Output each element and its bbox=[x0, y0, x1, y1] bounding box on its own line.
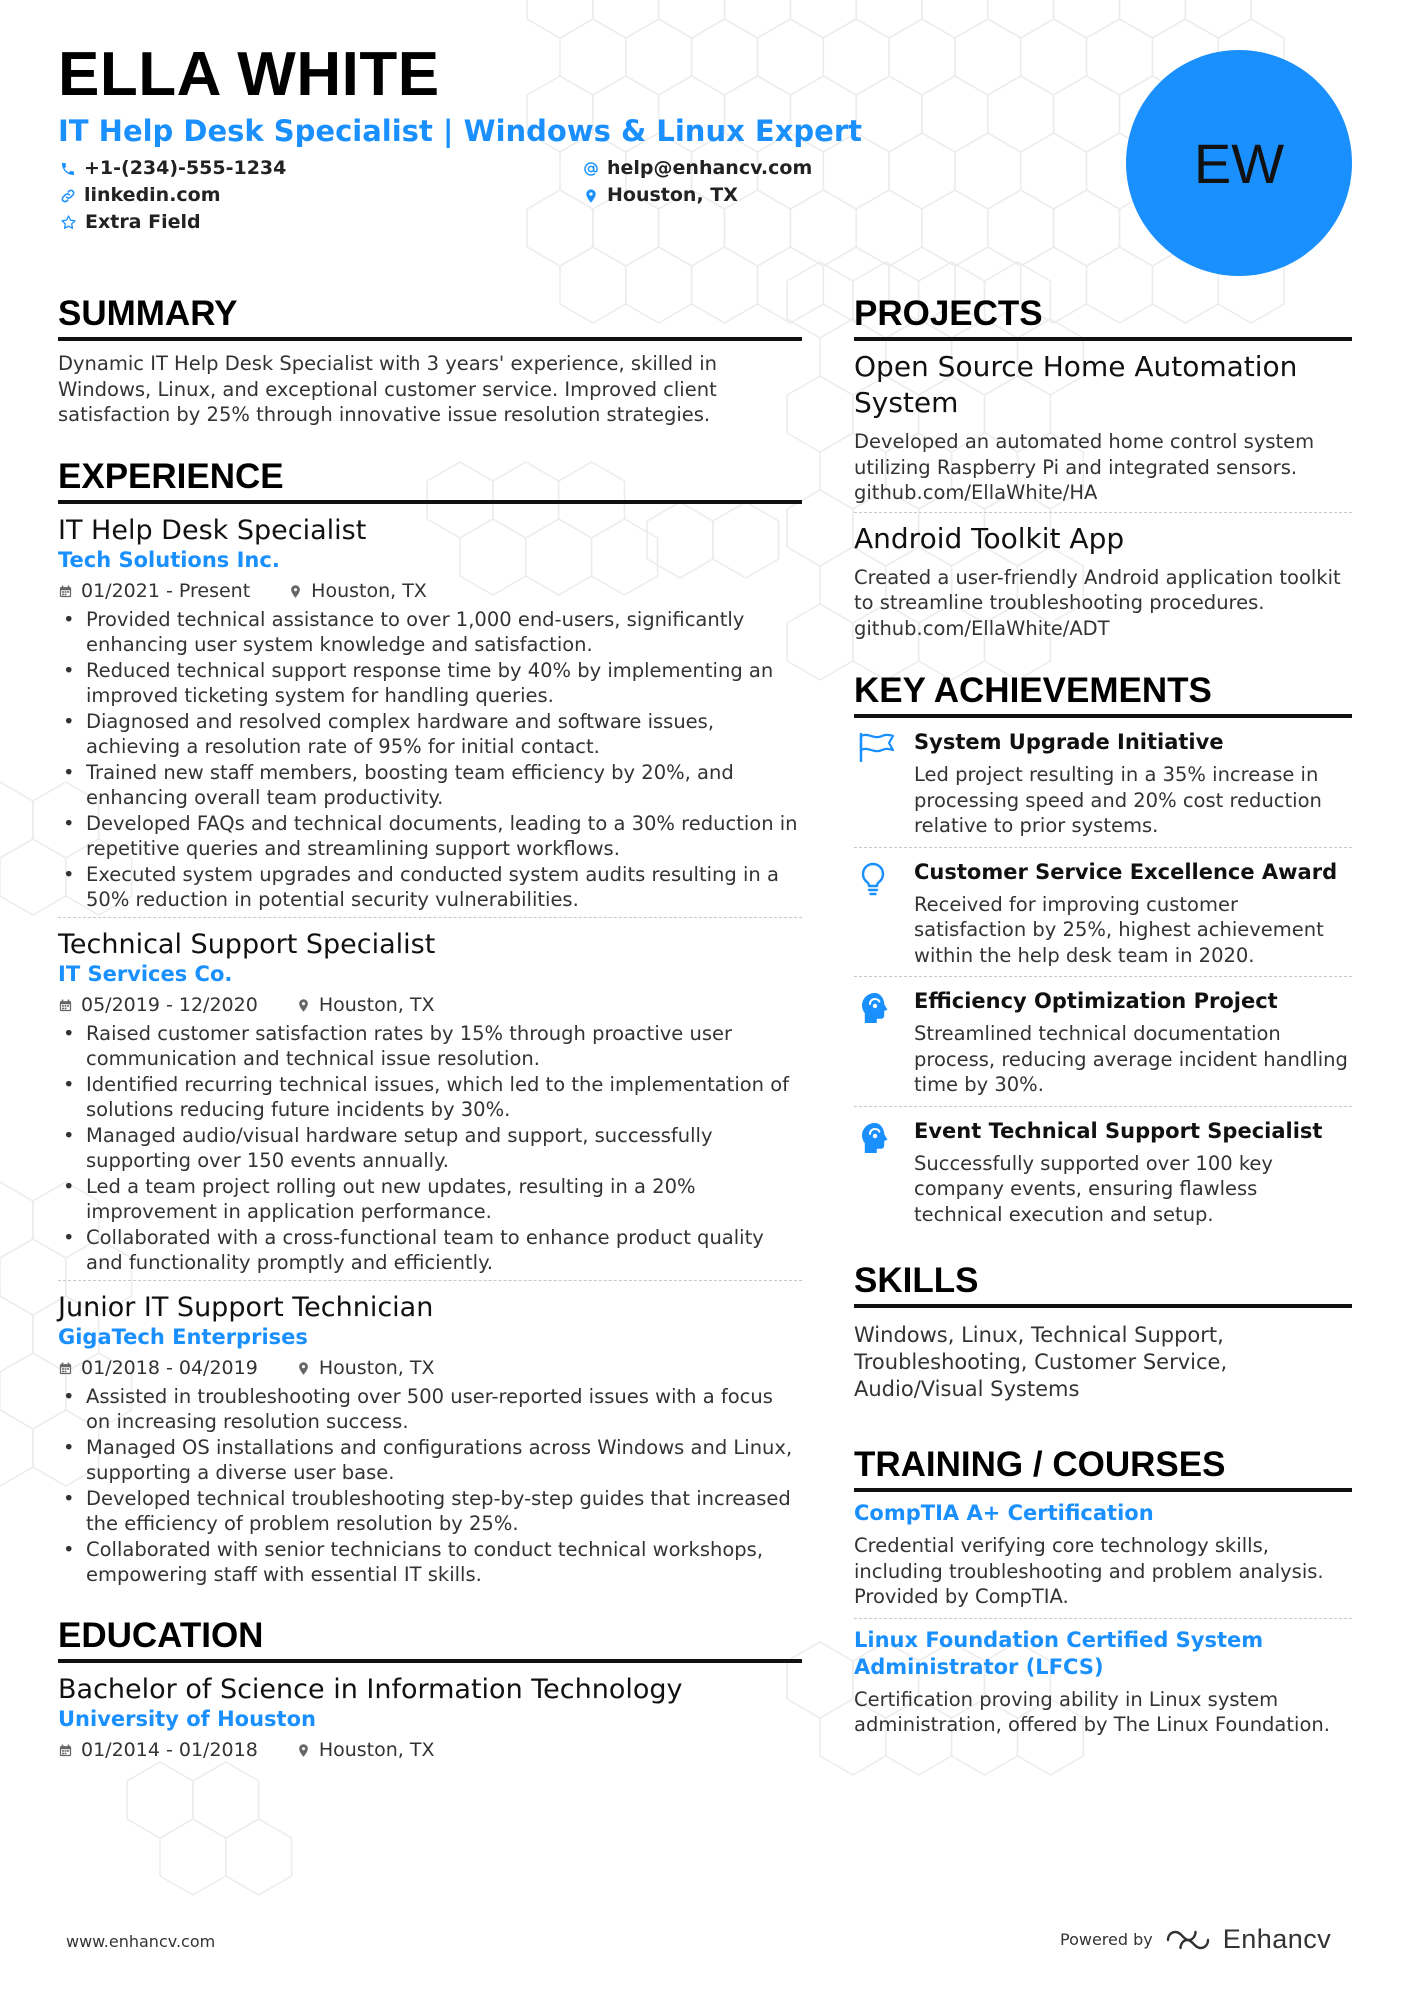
education-heading: EDUCATION bbox=[58, 1618, 802, 1663]
school-name: University of Houston bbox=[58, 1707, 316, 1732]
project-description: Created a user-friendly Android application toolkit to streamline troubleshooting procedures. bbox=[854, 565, 1341, 614]
achievement-title: System Upgrade Initiative bbox=[914, 730, 1224, 754]
job-dates: 05/2019 - 12/2020 bbox=[81, 993, 258, 1016]
extra-field-text: Extra Field bbox=[85, 211, 201, 233]
hexagon-shape bbox=[955, 133, 1021, 209]
hexagon-shape bbox=[0, 1182, 33, 1258]
hexagon-shape bbox=[0, 1410, 33, 1486]
job-meta bbox=[58, 993, 802, 1016]
job-meta bbox=[58, 579, 802, 602]
education-entry bbox=[58, 1663, 802, 1760]
hexagon-shape bbox=[856, 190, 922, 266]
project-entry bbox=[854, 513, 1352, 642]
hexagon-shape bbox=[922, 190, 988, 266]
hexagon-shape bbox=[160, 1819, 226, 1895]
head-icon bbox=[858, 1121, 892, 1155]
hexagon-shape bbox=[1021, 133, 1087, 209]
skills-section bbox=[854, 1263, 1352, 1403]
achievement-text: Successfully supported over 100 key company events, ensuring flawless technical execution and setup. bbox=[914, 1151, 1273, 1226]
hexagon-shape bbox=[922, 0, 988, 38]
training-section bbox=[854, 1447, 1352, 1738]
hexagon-shape bbox=[988, 76, 1054, 152]
project-title: Open Source Home Automation System bbox=[854, 350, 1298, 419]
project-link[interactable]: github.com/EllaWhite/ADT bbox=[854, 616, 1110, 640]
list-item: • Developed FAQs and technical documents, leading to a 30% reduction in repetitive queries and streamlining support workflows. bbox=[58, 811, 802, 862]
hexagon-shape bbox=[1120, 0, 1186, 38]
achievement-entry bbox=[854, 1107, 1352, 1228]
job-dates: 01/2021 - Present bbox=[81, 579, 251, 602]
course-text: Credential verifying core technology skills, including troubleshooting and problem analysis. Provided by CompTIA. bbox=[854, 1534, 1324, 1608]
candidate-headline: IT Help Desk Specialist | Windows & Linux Expert bbox=[58, 114, 862, 148]
course-title: Linux Foundation Certified System Administrator (LFCS) bbox=[854, 1627, 1264, 1679]
achievement-text: Led project resulting in a 35% increase in processing speed and 20% cost reduction relative to prior systems. bbox=[914, 763, 1322, 837]
list-item: • Trained new staff members, boosting team efficiency by 20%, and enhancing overall team productivity. bbox=[58, 760, 802, 811]
hexagon-shape bbox=[193, 1762, 259, 1838]
project-description: Developed an automated home control system utilizing Raspberry Pi and integrated sensors. bbox=[854, 430, 1315, 479]
achievement-icon-wrap bbox=[854, 858, 914, 969]
job-title: Technical Support Specialist bbox=[58, 928, 436, 960]
achievement-title: Customer Service Excellence Award bbox=[914, 859, 1338, 884]
degree-title: Bachelor of Science in Information Technology bbox=[58, 1673, 683, 1705]
job-location: Houston, TX bbox=[318, 1356, 435, 1379]
at-sign-icon bbox=[583, 161, 599, 177]
summary-heading: SUMMARY bbox=[58, 296, 802, 341]
education-meta bbox=[58, 1738, 802, 1761]
skills-heading: SKILLS bbox=[854, 1263, 1352, 1308]
list-item: • Developed technical troubleshooting step-by-step guides that increased the efficiency of problem resolution by 25%. bbox=[58, 1486, 802, 1537]
list-item: • Raised customer satisfaction rates by 15% through proactive user communication and technical issue resolution. bbox=[58, 1021, 802, 1072]
phone-text: +1-(234)-555-1234 bbox=[84, 157, 287, 179]
hexagon-shape bbox=[889, 133, 955, 209]
avatar bbox=[1126, 50, 1352, 276]
hexagon-shape bbox=[1021, 19, 1087, 95]
education-dates: 01/2014 - 01/2018 bbox=[81, 1738, 258, 1761]
contact-email[interactable] bbox=[583, 159, 812, 178]
powered-by-text: Powered by bbox=[1060, 1930, 1153, 1949]
flag-icon bbox=[858, 732, 896, 762]
achievement-icon-wrap bbox=[854, 728, 914, 839]
hexagon-shape bbox=[127, 1762, 193, 1838]
course-title: CompTIA A+ Certification bbox=[854, 1501, 1154, 1525]
contact-linkedin[interactable] bbox=[60, 186, 221, 205]
skills-text: Windows, Linux, Technical Support, Troubleshooting, Customer Service, Audio/Visual Systems bbox=[854, 1323, 1228, 1401]
experience-entry bbox=[58, 504, 802, 918]
avatar-initials: EW bbox=[1193, 131, 1285, 195]
summary-section bbox=[58, 296, 802, 428]
hexagon-shape bbox=[1087, 19, 1153, 95]
summary-text: Dynamic IT Help Desk Specialist with 3 years' experience, skilled in Windows, Linux, and exceptional customer service. Improved client satisfaction by 25% through innovative issue resolution strategies. bbox=[58, 352, 717, 426]
course-entry bbox=[854, 1492, 1352, 1619]
project-link[interactable]: github.com/EllaWhite/HA bbox=[854, 481, 1098, 504]
list-item: • Provided technical assistance to over 1,000 end-users, significantly enhancing user system knowledge and satisfaction. bbox=[58, 607, 802, 658]
hexagon-shape bbox=[725, 0, 791, 38]
hexagon-shape bbox=[1054, 0, 1120, 38]
hexagon-shape bbox=[527, 0, 593, 38]
experience-entry bbox=[58, 918, 802, 1281]
hexagon-shape bbox=[889, 19, 955, 95]
calendar-icon bbox=[58, 1361, 73, 1376]
project-title: Android Toolkit App bbox=[854, 521, 1125, 555]
contact-extra-field bbox=[60, 213, 201, 232]
hexagon-shape bbox=[0, 782, 33, 858]
job-meta bbox=[58, 1356, 802, 1379]
job-location: Houston, TX bbox=[318, 993, 435, 1016]
list-item: • Collaborated with a cross-functional team to enhance product quality and functionality promptly and efficiently. bbox=[58, 1225, 802, 1276]
hexagon-shape bbox=[593, 0, 659, 38]
achievement-icon-wrap bbox=[854, 1117, 914, 1228]
achievements-section bbox=[854, 673, 1352, 1227]
contact-phone bbox=[60, 159, 286, 178]
job-bullets bbox=[58, 1021, 802, 1276]
hexagon-shape bbox=[790, 190, 856, 266]
achievement-entry bbox=[854, 977, 1352, 1107]
company-name: IT Services Co. bbox=[58, 962, 233, 987]
location-pin-icon bbox=[288, 584, 303, 599]
job-dates: 01/2018 - 04/2019 bbox=[81, 1356, 258, 1379]
location-pin-icon bbox=[296, 998, 311, 1013]
list-item: • Managed audio/visual hardware setup and support, successfully supporting over 150 events annually. bbox=[58, 1123, 802, 1174]
list-item: • Managed OS installations and configurations across Windows and Linux, supporting a diverse user base. bbox=[58, 1435, 802, 1486]
experience-section bbox=[58, 456, 802, 1588]
hexagon-shape bbox=[226, 1819, 292, 1895]
list-item: • Collaborated with senior technicians to conduct technical workshops, empowering staff with essential IT skills. bbox=[58, 1537, 802, 1588]
hexagon-shape bbox=[0, 839, 66, 915]
hexagon-shape bbox=[856, 76, 922, 152]
job-bullets bbox=[58, 607, 802, 913]
list-item: • Diagnosed and resolved complex hardware and software issues, achieving a resolution rate of 95% for initial contact. bbox=[58, 709, 802, 760]
hexagon-shape bbox=[955, 19, 1021, 95]
hexagon-shape bbox=[659, 0, 725, 38]
hexagon-shape bbox=[626, 19, 692, 95]
right-column bbox=[854, 296, 1352, 1738]
achievements-heading: KEY ACHIEVEMENTS bbox=[854, 673, 1352, 718]
hexagon-shape bbox=[0, 1353, 66, 1429]
training-heading: TRAINING / COURSES bbox=[854, 1447, 1352, 1492]
achievement-text: Received for improving customer satisfaction by 25%, highest achievement within the help desk team in 2020. bbox=[914, 892, 1324, 967]
list-item: • Assisted in troubleshooting over 500 user-reported issues with a focus on increasing resolution success. bbox=[58, 1384, 802, 1435]
location-pin-icon bbox=[296, 1743, 311, 1758]
hexagon-shape bbox=[1054, 190, 1120, 266]
hexagon-shape bbox=[0, 1296, 33, 1372]
education-location: Houston, TX bbox=[318, 1738, 435, 1761]
job-title: Junior IT Support Technician bbox=[58, 1291, 434, 1323]
hexagon-shape bbox=[856, 0, 922, 38]
course-entry bbox=[854, 1619, 1352, 1738]
hexagon-shape bbox=[922, 76, 988, 152]
experience-heading: EXPERIENCE bbox=[58, 459, 802, 504]
job-bullets bbox=[58, 1384, 802, 1588]
calendar-icon bbox=[58, 1743, 73, 1758]
star-icon bbox=[60, 214, 77, 231]
link-icon bbox=[60, 188, 76, 204]
hexagon-shape bbox=[1185, 0, 1251, 38]
list-item: • Led a team project rolling out new updates, resulting in a 20% improvement in application performance. bbox=[58, 1174, 802, 1225]
contact-location bbox=[583, 186, 738, 205]
achievement-entry bbox=[854, 718, 1352, 848]
left-column bbox=[58, 296, 802, 1760]
achievement-text: Streamlined technical documentation process, reducing average incident handling time by 30%. bbox=[914, 1022, 1348, 1096]
hexagon-shape bbox=[823, 19, 889, 95]
education-section bbox=[58, 1615, 802, 1761]
footer-website[interactable]: www.enhancv.com bbox=[66, 1932, 216, 1951]
brand-name: Enhancv bbox=[1222, 1924, 1332, 1954]
hexagon-shape bbox=[758, 19, 824, 95]
experience-entry bbox=[58, 1281, 802, 1588]
project-entry bbox=[854, 341, 1352, 513]
achievement-entry bbox=[854, 848, 1352, 978]
course-text: Certification proving ability in Linux system administration, offered by The Linux Foundation. bbox=[854, 1687, 1330, 1736]
achievement-icon-wrap bbox=[854, 987, 914, 1098]
hexagon-shape bbox=[988, 190, 1054, 266]
hexagon-shape bbox=[560, 19, 626, 95]
hexagon-shape bbox=[1054, 76, 1120, 152]
calendar-icon bbox=[58, 584, 73, 599]
job-title: IT Help Desk Specialist bbox=[58, 514, 367, 546]
location-text: Houston, TX bbox=[607, 184, 738, 206]
projects-heading: PROJECTS bbox=[854, 296, 1352, 341]
hexagon-shape bbox=[790, 0, 856, 38]
enhancv-logo-icon bbox=[1165, 1928, 1211, 1952]
footer-brand[interactable] bbox=[1060, 1924, 1331, 1955]
company-name: GigaTech Enterprises bbox=[58, 1325, 308, 1350]
company-name: Tech Solutions Inc. bbox=[58, 548, 280, 573]
hexagon-shape bbox=[0, 1239, 66, 1315]
email-text: help@enhancv.com bbox=[607, 157, 813, 179]
list-item: • Executed system upgrades and conducted system audits resulting in a 50% reduction in potential security vulnerabilities. bbox=[58, 862, 802, 913]
location-pin-icon bbox=[296, 1361, 311, 1376]
projects-section bbox=[854, 296, 1352, 641]
achievement-title: Efficiency Optimization Project bbox=[914, 989, 1278, 1013]
calendar-icon bbox=[58, 998, 73, 1013]
job-location: Houston, TX bbox=[311, 579, 427, 602]
location-pin-icon bbox=[583, 188, 599, 204]
lightbulb-icon bbox=[858, 862, 888, 896]
phone-icon bbox=[60, 161, 76, 177]
hexagon-shape bbox=[988, 0, 1054, 38]
achievement-title: Event Technical Support Specialist bbox=[914, 1118, 1323, 1143]
list-item: • Identified recurring technical issues, which led to the implementation of solutions reducing future incidents by 30%. bbox=[58, 1072, 802, 1123]
list-item: • Reduced technical support response time by 40% by implementing an improved ticketing system for handling queries. bbox=[58, 658, 802, 709]
candidate-name: ELLA WHITE bbox=[58, 40, 440, 109]
linkedin-text: linkedin.com bbox=[84, 184, 221, 206]
hexagon-shape bbox=[692, 19, 758, 95]
head-icon bbox=[858, 991, 892, 1025]
